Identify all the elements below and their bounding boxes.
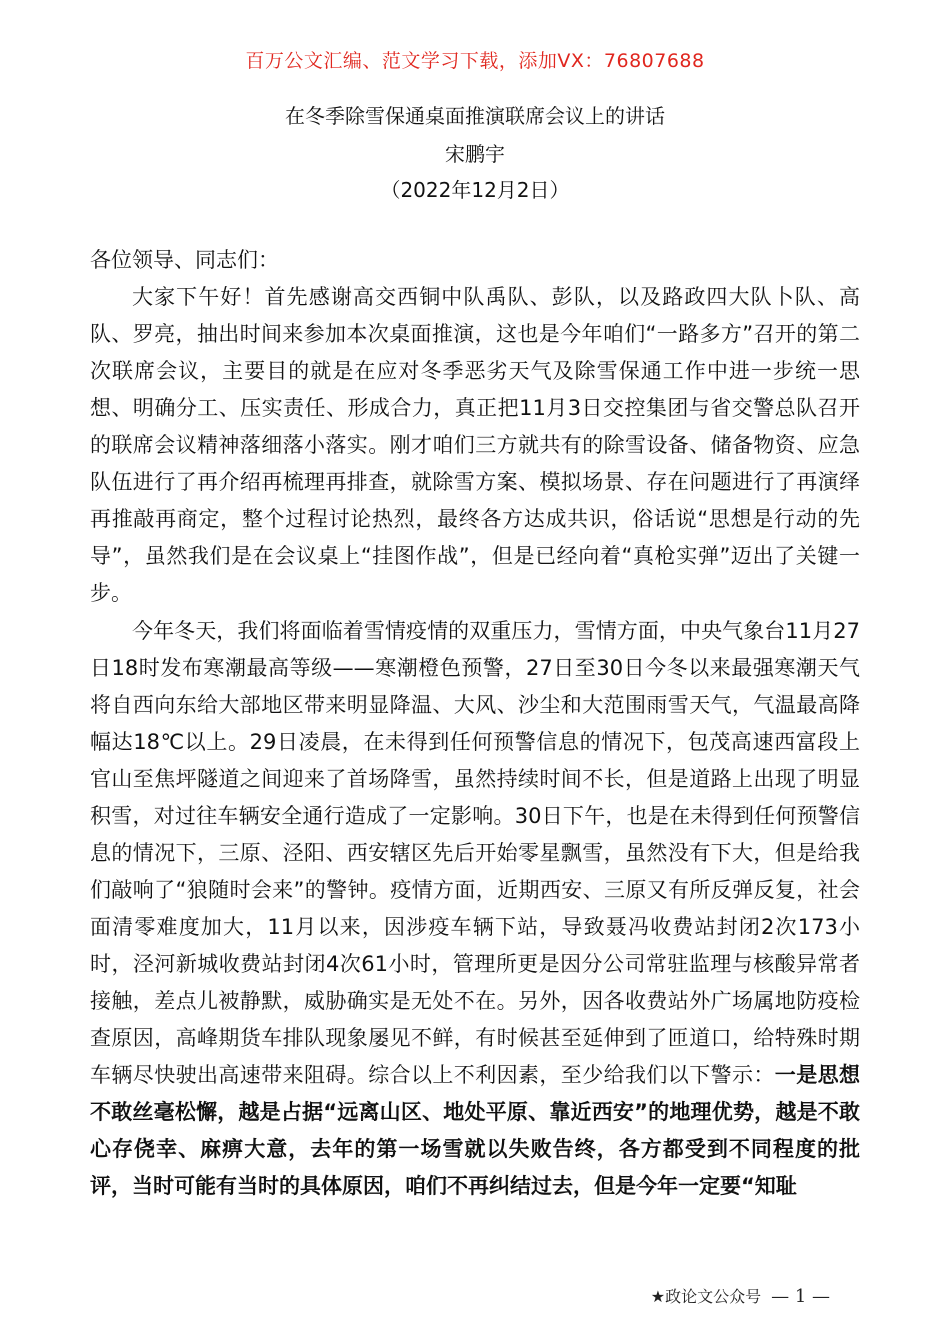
watermark-banner: 百万公文汇编、范文学习下载，添加VX：76807688 bbox=[245, 50, 705, 72]
paragraph-2-text: 今年冬天，我们将面临着雪情疫情的双重压力，雪情方面，中央气象台11月27日18时发布寒潮最高等级——寒潮橙色预警，27日至30日今冬以来最强寒潮天气将自西向东给大部地区带来明显降温、大风、沙尘和大范围雨雪天气，气温最高降幅达18℃以上。29日凌晨，在未得到任何预警信息的情况下，包茂高速西富段上官山至焦坪隧道之间迎来了首场降雪，虽然持续时间不长，但是道路上出现了明显积雪，对过往车辆安全通行造成了一定影响。30日下午，也是在未得到任何预警信息的情况下，三原、泾阳、西安辖区先后开始零星飘雪，虽然没有下大，但是给我们敲响了“狼随时会来”的警钟。疫情方面，近期西安、三原又有所反弹反复，社会面清零难度加大，11月以来，因涉疫车辆下站，导致聂冯收费站封闭2次173小时，泾河新城收费站封闭4次61小时，管理所更是因分公司常驻监理与核酸异常者接触，差点儿被静默，威胁确实是无处不在。另外，因各收费站外广场属地防疫检查原因，高峰期货车排队现象屡见不鲜，有时候甚至延伸到了匝道口，给特殊时期车辆尽快驶出高速带来阻碍。综合以上不利因素，至少给我们以下警示： bbox=[90, 619, 860, 1087]
footer-source: ★政论文公众号 bbox=[650, 1287, 762, 1306]
salutation: 各位领导、同志们： bbox=[90, 248, 279, 272]
page-footer bbox=[651, 1284, 830, 1307]
document-body bbox=[90, 242, 860, 1205]
page-number: — 1 — bbox=[771, 1286, 830, 1307]
page-title: 在冬季除雪保通桌面推演联席会议上的讲话 bbox=[285, 104, 665, 128]
author-name: 宋鹏宇 bbox=[445, 142, 505, 166]
speech-date: （2022年12月2日） bbox=[380, 178, 570, 202]
paragraph-2 bbox=[90, 613, 860, 1205]
paragraph-1: 大家下午好！首先感谢高交西铜中队禹队、彭队，以及路政四大队卜队、高队、罗亮，抽出时间来参加本次桌面推演，这也是今年咱们“一路多方”召开的第二次联席会议，主要目的就是在应对冬季恶劣天气及除雪保通工作中进一步统一思想、明确分工、压实责任、形成合力，真正把11月3日交控集团与省交警总队召开的联席会议精神落细落小落实。刚才咱们三方就共有的除雪设备、储备物资、应急队伍进行了再介绍再梳理再排查，就除雪方案、模拟场景、存在问题进行了再演绎再推敲再商定，整个过程讨论热烈，最终各方达成共识，俗话说“思想是行动的先导”，虽然我们是在会议桌上“挂图作战”，但是已经向着“真枪实弹”迈出了关键一步。 bbox=[90, 285, 860, 605]
paragraph-2-bold-warning: 一是思想不敢丝毫松懈，越是占据“远离山区、地处平原、靠近西安”的地理优势，越是不敢心存侥幸、麻痹大意，去年的第一场雪就以失败告终，各方都受到不同程度的批评，当时可能有当时的具体原因，咱们不再纠结过去，但是今年一定要“知耻 bbox=[90, 1063, 860, 1198]
